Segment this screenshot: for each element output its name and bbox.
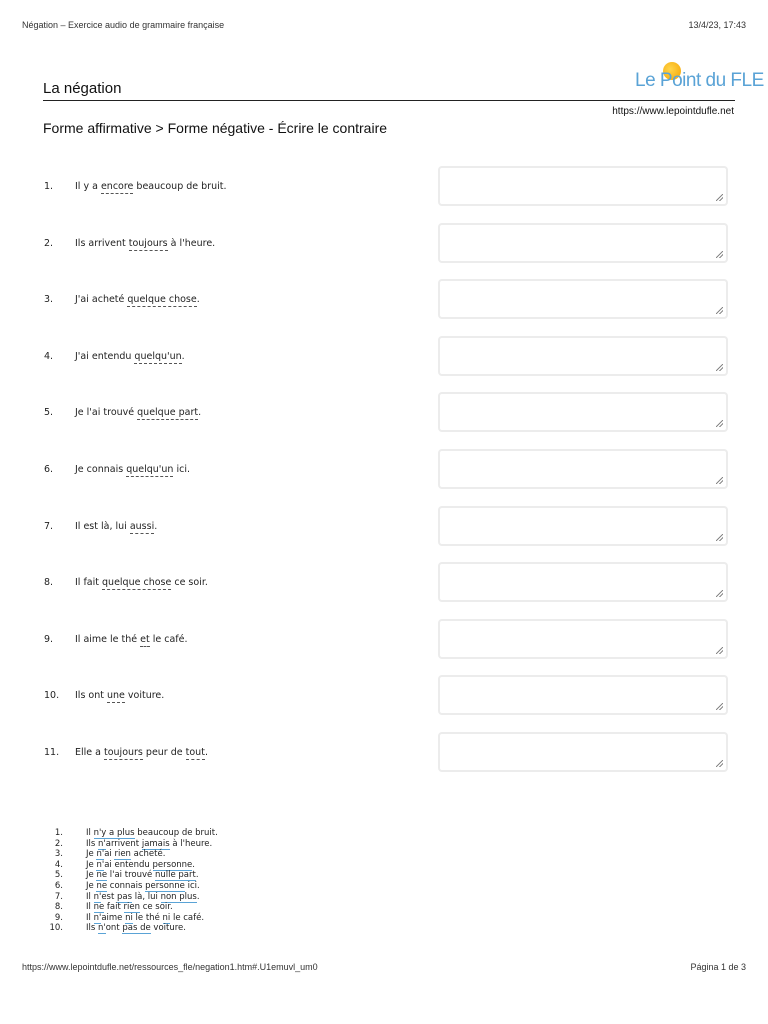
answer-number: 1.	[54, 828, 63, 838]
keyword: quelqu'un	[126, 464, 174, 475]
sentence-text: Ils arrivent	[75, 238, 129, 249]
resize-grip-icon[interactable]	[716, 364, 723, 371]
negation-word: personne	[152, 860, 193, 870]
answer-text: le café.	[170, 913, 205, 923]
answer-sentence	[86, 828, 218, 838]
exercise-sentence	[75, 577, 208, 588]
sentence-text: .	[198, 407, 202, 418]
exercise-row	[0, 336, 768, 380]
keyword: encore	[100, 181, 134, 192]
exercise-sentence	[75, 521, 157, 532]
negation-word: non plus	[160, 892, 197, 902]
negation-word: n'	[96, 849, 105, 859]
negation-word: personne	[145, 881, 185, 891]
sentence-text: Ils ont	[75, 690, 107, 701]
answer-text: ai	[104, 849, 115, 859]
answer-text: Je	[86, 849, 97, 859]
sentence-text: peur de	[142, 747, 186, 758]
exercise-row	[0, 562, 768, 606]
negation-word: ni	[125, 913, 133, 923]
sentence-text: ce soir.	[171, 577, 208, 588]
exercise-sentence	[75, 351, 185, 362]
answer-text: Ils	[86, 839, 98, 849]
site-logo[interactable]	[635, 60, 764, 100]
answer-text: ont	[105, 923, 123, 933]
answer-textarea[interactable]	[438, 562, 728, 602]
exercise-sentence	[75, 690, 164, 701]
answer-textarea[interactable]	[438, 619, 728, 659]
answer-text: ce soir.	[140, 902, 173, 912]
answer-text: .	[195, 870, 199, 880]
exercise-sentence	[75, 181, 227, 192]
keyword: aussi	[129, 521, 155, 532]
negation-word: n'	[96, 860, 105, 870]
answer-sentence	[86, 860, 195, 870]
answer-sentence	[86, 913, 204, 923]
exercise-number: 3.	[44, 294, 54, 305]
answer-textarea[interactable]	[438, 449, 728, 489]
negation-word: ni	[162, 913, 171, 923]
title-row	[43, 70, 764, 101]
exercise-number: 9.	[44, 634, 54, 645]
sentence-text: Il y a	[75, 181, 101, 192]
answer-textarea[interactable]	[438, 506, 728, 546]
negation-word: n'y a plus	[93, 828, 135, 838]
answer-textarea[interactable]	[438, 392, 728, 432]
answer-number: 5.	[54, 870, 63, 880]
document-title: Négation – Exercice audio de grammaire française	[22, 20, 225, 30]
answer-text: voiture.	[150, 923, 186, 933]
exercise-number: 7.	[44, 521, 54, 532]
exercise-row	[0, 166, 768, 210]
answer-row	[0, 870, 768, 881]
answer-row	[0, 828, 768, 839]
answer-text: Il	[86, 892, 94, 902]
negation-word: rien	[114, 849, 131, 859]
exercise-number: 2.	[44, 238, 54, 249]
keyword: toujours	[104, 747, 143, 758]
sentence-text: Il fait	[75, 577, 103, 588]
answer-text: est	[101, 892, 118, 902]
site-url-link[interactable]: https://www.lepointdufle.net	[612, 106, 734, 117]
sentence-text: à l'heure.	[167, 238, 216, 249]
negation-word: n'	[93, 892, 102, 902]
answer-sentence	[86, 849, 165, 859]
sentence-text: beaucoup de bruit.	[133, 181, 227, 192]
logo-text: Le Point du FLE	[635, 70, 764, 91]
print-footer	[22, 962, 746, 972]
negation-word: jamais	[141, 839, 170, 849]
answer-text: le thé	[132, 913, 163, 923]
sentence-text: .	[204, 747, 208, 758]
answer-textarea[interactable]	[438, 336, 728, 376]
sentence-text: ici.	[173, 464, 190, 475]
sentence-text: .	[154, 521, 158, 532]
answer-text: .	[196, 892, 200, 902]
resize-grip-icon[interactable]	[716, 760, 723, 767]
answer-text: connais	[107, 881, 146, 891]
resize-grip-icon[interactable]	[716, 477, 723, 484]
answer-text: Il	[86, 913, 94, 923]
answer-text: là, lui	[132, 892, 161, 902]
exercise-sentence	[75, 407, 201, 418]
answer-sentence	[86, 902, 173, 912]
answer-text: .	[192, 860, 195, 870]
keyword: quelqu'un	[134, 351, 182, 362]
exercise-row	[0, 392, 768, 436]
keyword: toujours	[128, 238, 168, 249]
answer-textarea[interactable]	[438, 223, 728, 263]
negation-word: ne	[96, 870, 108, 880]
negation-word: pas	[117, 892, 133, 902]
resize-grip-icon[interactable]	[716, 703, 723, 710]
exercise-sentence	[75, 747, 208, 758]
negation-word: n'	[98, 839, 106, 849]
sentence-text: Je l'ai trouvé	[75, 407, 138, 418]
negation-word: n'	[98, 923, 106, 933]
answer-number: 7.	[54, 892, 63, 902]
resize-grip-icon[interactable]	[716, 647, 723, 654]
negation-word: nulle part	[154, 870, 196, 880]
answer-textarea[interactable]	[438, 166, 728, 206]
answer-number: 3.	[54, 849, 63, 859]
sentence-text: J'ai entendu	[75, 351, 135, 362]
sentence-text: le café.	[149, 634, 188, 645]
answer-text: Je	[86, 870, 97, 880]
keyword: quelque part	[137, 407, 199, 418]
exercise-sentence	[75, 238, 215, 249]
answer-sentence	[86, 881, 200, 891]
answer-text: aime	[101, 913, 126, 923]
answer-number: 4.	[54, 860, 63, 870]
answer-text: ai entendu	[104, 860, 153, 870]
keyword: une	[107, 690, 125, 701]
answer-text: ici.	[184, 881, 200, 891]
exercise-number: 5.	[44, 407, 54, 418]
answer-text: Il	[86, 828, 94, 838]
answer-text: Il	[86, 902, 94, 912]
negation-word: rien	[123, 902, 140, 912]
answer-text: fait	[104, 902, 124, 912]
sentence-text: Il est là, lui	[75, 521, 130, 532]
exercise-sentence	[75, 634, 188, 645]
answer-text: arrivent	[105, 839, 142, 849]
resize-grip-icon[interactable]	[716, 420, 723, 427]
resize-grip-icon[interactable]	[716, 534, 723, 541]
answer-row	[0, 923, 768, 934]
keyword: tout	[185, 747, 205, 758]
exercise-row	[0, 619, 768, 663]
sentence-text: voiture.	[124, 690, 165, 701]
answer-sentence	[86, 892, 200, 902]
negation-word: n'	[93, 913, 102, 923]
answer-text: Je	[86, 881, 97, 891]
answer-sentence	[86, 839, 212, 849]
exercise-row	[0, 732, 768, 776]
footer-url[interactable]: https://www.lepointdufle.net/ressources_fle/negation1.htm#.U1emuvl_um0	[22, 962, 318, 972]
exercise-number: 8.	[44, 577, 54, 588]
keyword: quelque chose	[102, 577, 172, 588]
negation-word: pas de	[122, 923, 151, 933]
answer-text: beaucoup de bruit.	[134, 828, 218, 838]
answer-textarea[interactable]	[438, 732, 728, 772]
answer-number: 8.	[54, 902, 63, 912]
exercise-subtitle: Forme affirmative > Forme négative - Écrire le contraire	[43, 120, 388, 136]
answer-textarea[interactable]	[438, 675, 728, 715]
answer-text: l'ai trouvé	[107, 870, 155, 880]
exercise-sentence	[75, 464, 190, 475]
answer-sentence	[86, 870, 199, 880]
keyword: quelque chose	[127, 294, 197, 305]
resize-grip-icon[interactable]	[716, 194, 723, 201]
exercise-row	[0, 675, 768, 719]
negation-word: ne	[96, 881, 108, 891]
sentence-text: .	[196, 294, 200, 305]
sentence-text: .	[181, 351, 185, 362]
answer-number: 6.	[54, 881, 63, 891]
answer-text: à l'heure.	[169, 839, 213, 849]
answer-number: 10.	[49, 923, 63, 933]
sentence-text: Il aime le thé	[75, 634, 141, 645]
answer-text: Ils	[86, 923, 98, 933]
answer-text: Je	[86, 860, 97, 870]
exercise-number: 6.	[44, 464, 54, 475]
exercise-number: 4.	[44, 351, 54, 362]
exercise-number: 11.	[44, 747, 60, 758]
resize-grip-icon[interactable]	[716, 590, 723, 597]
answer-textarea[interactable]	[438, 279, 728, 319]
answer-row	[0, 881, 768, 892]
answer-number: 9.	[54, 913, 63, 923]
exercise-number: 1.	[44, 181, 54, 192]
exercise-row	[0, 506, 768, 550]
print-datetime: 13/4/23, 17:43	[688, 20, 746, 30]
exercise-row	[0, 223, 768, 267]
print-header	[22, 20, 746, 30]
answer-number: 2.	[54, 839, 63, 849]
page-number: Página 1 de 3	[690, 962, 746, 972]
exercise-row	[0, 449, 768, 493]
sentence-text: Je connais	[75, 464, 127, 475]
keyword: et	[140, 634, 150, 645]
sentence-text: J'ai acheté	[75, 294, 128, 305]
resize-grip-icon[interactable]	[716, 251, 723, 258]
answer-row	[0, 849, 768, 860]
resize-grip-icon[interactable]	[716, 307, 723, 314]
page-title: La négation	[43, 80, 122, 97]
answer-text: acheté.	[130, 849, 166, 859]
exercise-sentence	[75, 294, 200, 305]
answer-row	[0, 902, 768, 913]
exercise-row	[0, 279, 768, 323]
sentence-text: Elle a	[75, 747, 104, 758]
negation-word: ne	[93, 902, 105, 912]
exercise-number: 10.	[44, 690, 60, 701]
answer-sentence	[86, 923, 186, 933]
